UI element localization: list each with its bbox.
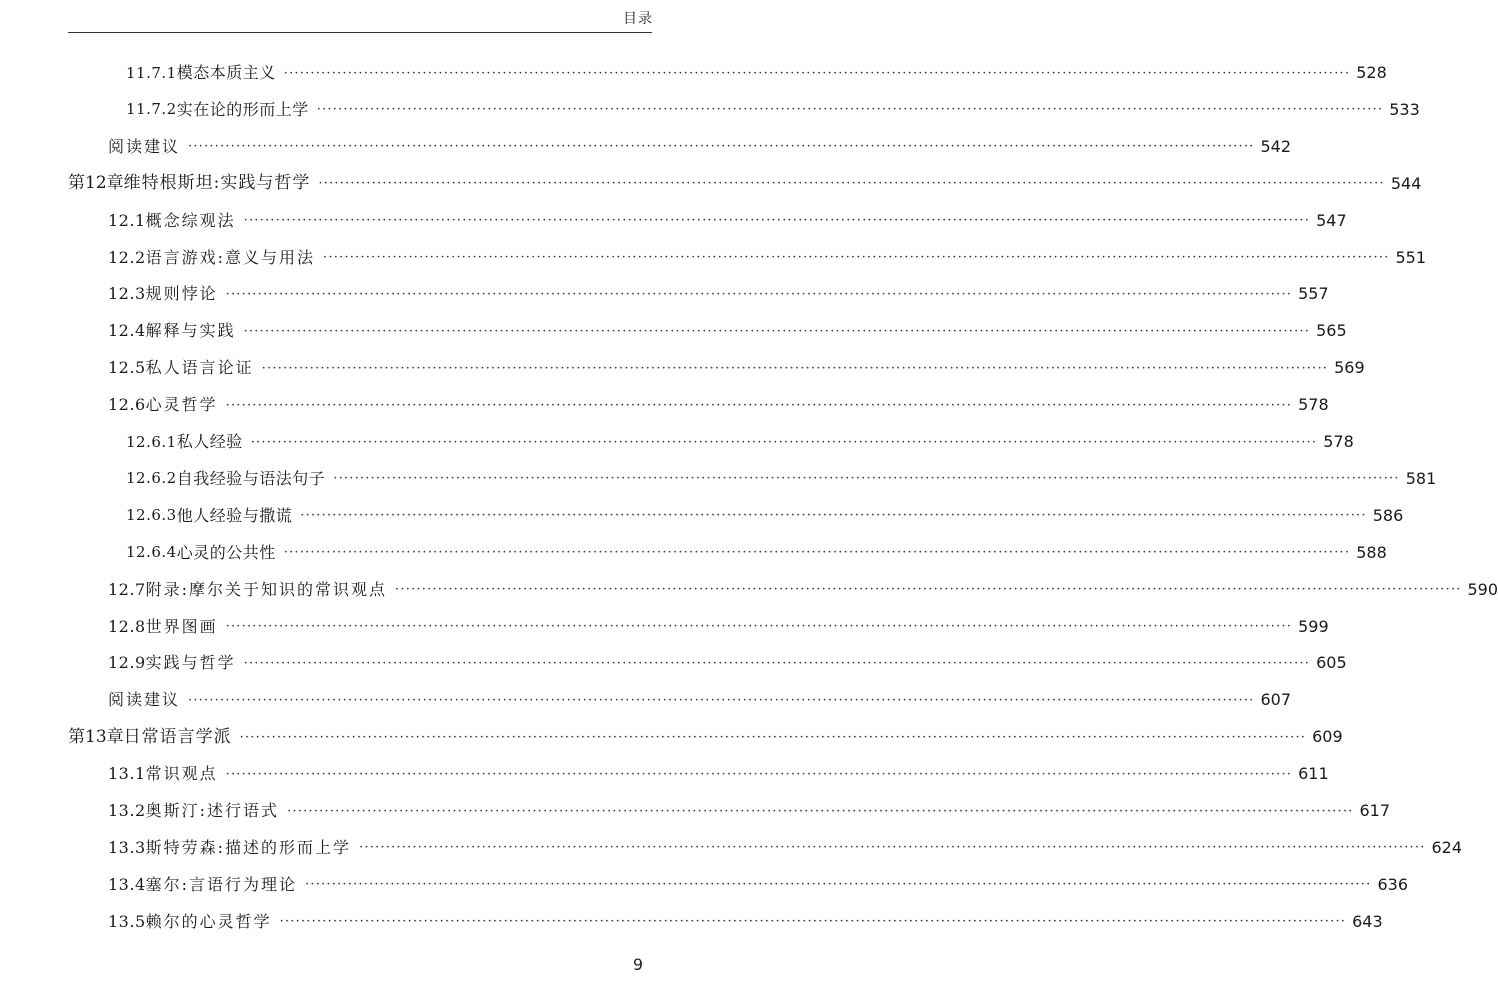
toc-entry-number: 12.5	[108, 358, 146, 378]
page-number: 9	[632, 955, 643, 974]
toc-entry-number: 11.7.2	[126, 100, 177, 119]
header-divider	[68, 32, 652, 33]
toc-entry-title: 塞尔:言语行为理论	[145, 874, 298, 894]
toc-entry-number: 第12章	[68, 173, 124, 194]
dot-leader: ········································································································································································································	[225, 397, 1293, 413]
toc-entry[interactable]	[108, 350, 1365, 386]
toc-entry-number: 12.6.4	[126, 543, 177, 562]
toc-entry-title: 私人经验	[176, 432, 243, 451]
toc-entry-page: 586	[1372, 505, 1404, 525]
toc-entry[interactable]	[108, 313, 1347, 349]
dot-leader: ········································································································································································································	[225, 286, 1293, 302]
toc-entry-page: 542	[1260, 136, 1292, 156]
dot-leader: ········································································································································································································	[243, 213, 1311, 229]
toc-entry[interactable]	[108, 756, 1329, 792]
toc-entry-number: 12.1	[108, 210, 146, 230]
toc-entry-number: 12.6	[108, 395, 146, 415]
toc-entry-title: 维特根斯坦:实践与哲学	[123, 173, 311, 194]
toc-entry[interactable]	[108, 276, 1329, 312]
toc-entry-page: 569	[1334, 358, 1365, 378]
toc-entry-page: 551	[1395, 247, 1427, 267]
toc-entry[interactable]	[126, 424, 1354, 460]
toc-entry-number: 13.3	[108, 837, 146, 857]
toc-entry-title: 规则悖论	[145, 284, 218, 304]
toc-entry[interactable]	[126, 535, 1387, 571]
toc-entry[interactable]	[126, 461, 1437, 497]
toc-entry-number: 11.7.1	[126, 63, 177, 82]
toc-entry[interactable]	[68, 719, 1343, 755]
toc-entry-page: 581	[1405, 468, 1437, 488]
toc-entry[interactable]	[108, 867, 1409, 903]
toc-entry[interactable]	[108, 240, 1427, 276]
toc-entry-page: 607	[1260, 690, 1292, 710]
toc-entry-title: 解释与实践	[145, 321, 236, 341]
dot-leader: ········································································································································································································	[243, 655, 1311, 671]
toc-entry[interactable]	[108, 129, 1292, 165]
toc-entry[interactable]	[108, 645, 1347, 681]
dot-leader: ········································································································································································································	[225, 619, 1293, 634]
toc-entry-title: 实践与哲学	[145, 653, 236, 673]
toc-entry-title: 阅读建议	[108, 690, 181, 710]
toc-entry[interactable]	[108, 572, 1498, 608]
dot-leader: ········································································································································································································	[305, 877, 1372, 893]
toc-entry-page: 578	[1298, 395, 1329, 415]
toc-entry-page: 528	[1356, 63, 1387, 82]
dot-leader: ········································································································································································································	[250, 434, 1318, 450]
toc-entry-page: 605	[1316, 653, 1347, 673]
toc-entry-page: 557	[1298, 284, 1329, 304]
toc-entry-title: 语言游戏:意义与用法	[145, 247, 316, 267]
toc-entry-title: 心灵哲学	[145, 395, 218, 415]
dot-leader: ········································································································································································································	[283, 65, 1351, 81]
toc-entry-number: 13.4	[108, 874, 146, 894]
running-header-title: 目录	[623, 11, 653, 27]
dot-leader: ········································································································································································································	[323, 250, 1390, 265]
toc-entry-number: 13.1	[108, 764, 146, 784]
toc-entry-title: 自我经验与语法句子	[176, 468, 326, 488]
dot-leader: ········································································································································································································	[316, 102, 1384, 118]
dot-leader: ········································································································································································································	[287, 803, 1354, 819]
dot-leader: ········································································································································································································	[188, 139, 1255, 155]
toc-entry[interactable]	[108, 830, 1463, 866]
toc-entry-number: 12.2	[108, 247, 146, 267]
toc-entry[interactable]	[108, 904, 1383, 940]
toc-entry-title: 私人语言论证	[145, 358, 254, 378]
toc-entry-number: 13.2	[108, 801, 146, 820]
toc-entry-title: 他人经验与撒谎	[176, 505, 293, 525]
toc-entry-title: 实在论的形而上学	[176, 99, 309, 119]
dot-leader: ········································································································································································································	[239, 729, 1307, 745]
toc-entry-page: 636	[1377, 874, 1409, 894]
toc-entry-page: 578	[1323, 432, 1354, 451]
toc-entry-number: 12.6.3	[126, 506, 177, 525]
toc-entry-number: 12.6.1	[126, 432, 177, 451]
dot-leader: ········································································································································································································	[318, 176, 1385, 192]
toc-entry-number: 12.3	[108, 284, 146, 304]
dot-leader: ········································································································································································································	[188, 692, 1255, 708]
toc-entry[interactable]	[68, 166, 1422, 202]
toc-entry-title: 奥斯汀:述行语式	[145, 801, 280, 820]
toc-entry-page: 611	[1298, 764, 1329, 784]
toc-entry-number: 13.5	[108, 911, 146, 931]
toc-entry-title: 模态本质主义	[176, 63, 276, 82]
dot-leader: ········································································································································································································	[279, 914, 1347, 930]
toc-entry[interactable]	[108, 682, 1292, 718]
toc-entry-title: 常识观点	[145, 764, 218, 784]
toc-entry-number: 12.9	[108, 653, 146, 673]
dot-leader: ········································································································································································································	[225, 766, 1293, 782]
toc-entry-number: 12.4	[108, 321, 146, 341]
toc-entry-page: 588	[1356, 542, 1387, 562]
toc-entry[interactable]	[108, 609, 1329, 645]
toc-entry[interactable]	[108, 387, 1329, 423]
toc-entry[interactable]	[126, 92, 1420, 128]
toc-entry-title: 赖尔的心灵哲学	[145, 911, 272, 931]
toc-entry-page: 599	[1298, 616, 1329, 636]
toc-entry-page: 590	[1467, 579, 1498, 599]
toc-entry-title: 斯特劳森:描述的形而上学	[145, 837, 352, 857]
toc-entry-number: 12.7	[108, 579, 146, 599]
toc-entry-page: 565	[1316, 321, 1347, 341]
toc-entry[interactable]	[108, 793, 1391, 829]
toc-entry-number: 第13章	[68, 726, 124, 747]
toc-entry-title: 心灵的公共性	[176, 542, 276, 562]
dot-leader: ········································································································································································································	[261, 360, 1329, 376]
toc-entry-page: 643	[1352, 911, 1383, 931]
toc-entry-page: 544	[1390, 173, 1422, 193]
dot-leader: ········································································································································································································	[300, 508, 1367, 524]
toc-entry-title: 附录:摩尔关于知识的常识观点	[145, 579, 388, 599]
toc-entry-page: 547	[1316, 210, 1347, 230]
toc-entry[interactable]	[126, 55, 1387, 91]
toc-entry-page: 624	[1431, 837, 1463, 857]
dot-leader: ········································································································································································································	[359, 840, 1426, 856]
dot-leader: ········································································································································································································	[333, 471, 1400, 487]
toc-entry-page: 617	[1359, 801, 1391, 820]
toc-entry-title: 概念综观法	[145, 210, 236, 230]
toc-entry-number: 12.8	[108, 616, 146, 636]
dot-leader: ········································································································································································································	[395, 582, 1462, 598]
toc-entry-number: 12.6.2	[126, 469, 177, 488]
toc-entry[interactable]	[108, 203, 1347, 239]
toc-entry-page: 609	[1312, 727, 1343, 747]
toc-entry-title: 世界图画	[145, 616, 218, 636]
toc-entry-title: 日常语言学派	[123, 726, 232, 747]
toc-entry[interactable]	[126, 498, 1404, 534]
toc-entry-title: 阅读建议	[108, 136, 181, 156]
dot-leader: ········································································································································································································	[243, 323, 1311, 339]
toc-entry-page: 533	[1389, 99, 1420, 119]
dot-leader: ········································································································································································································	[283, 545, 1351, 561]
